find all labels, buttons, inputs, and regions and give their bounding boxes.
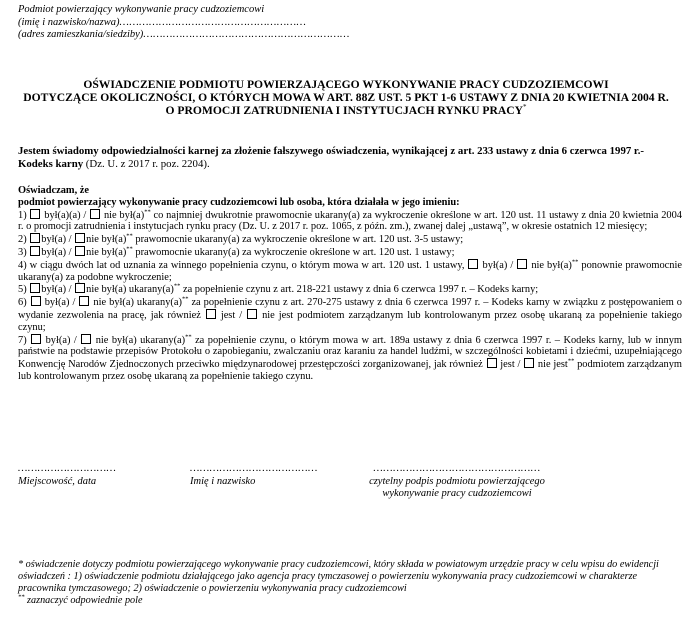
checkbox-item-6-is[interactable] (206, 309, 216, 319)
footnote-1-text: oświadczenie dotyczy podmiotu powierzającego wykonywanie pracy cudzoziemcowi, który składa w powiatowym urzędzie pracy w celu wpisu do ewidencji oświadczeń : 1) oświadczenie podmiotu działającego jako agencja pracy tymczasowej o powierzeniu wykonywania pracy cudzoziemcowi w charakterze pracownika tymczasowego; 2) oświadczenie o powierzeniu wykonywania pracy cudzoziemcowi (18, 559, 659, 594)
applicant-header (18, 4, 350, 42)
header-line-2 (18, 17, 350, 30)
checkbox-item-6-was-not[interactable] (79, 296, 89, 306)
checkbox-item-7-was[interactable] (31, 334, 41, 344)
item-1-text: co najmniej dwukrotnie prawomocnie ukarany(a) za wykroczenie określone w art. 120 ust. 11 ustawy z dnia 20 kwietnia 2004 r. o promocji zatrudnienia i instytucjach rynku pracy (Dz. U. z 2017 r. poz. 1065, z późn. zm.), zwanej dalej „ustawą”, w okresie ostatnich 12 miesięcy; (18, 209, 682, 233)
footnote-2-mark: ** (18, 593, 25, 601)
checkbox-item-6-was[interactable] (31, 296, 41, 306)
item-7-text-a: za popełnienie czynu, o którym mowa w art. 189a ustawy z dnia 6 czerwca 1997 r. – Kodeks karny, lub w innym państwie na podstawie przepisów Protokołu o zapobieganiu, zwalczaniu oraz karaniu za handel ludźmi, w szczególności kobietami i dziećmi, uzupełniającego Konwencję Narodów Zjednoczonych przeciwko międzynarodowej przestępczości zorganizowanej, jak również (18, 334, 682, 371)
checkbox-item-4-was-not[interactable] (517, 259, 527, 269)
place-date-label: Miejscowość, data (18, 475, 97, 487)
address-label: (adres zamieszkania/siedziby) (18, 29, 144, 40)
footnote-mark: ** (567, 357, 575, 365)
option-was: był(a) (41, 284, 67, 296)
footnote-mark: ** (185, 333, 192, 341)
checkbox-item-3-was-not[interactable] (75, 246, 85, 256)
item-2-text: prawomocnie ukarany(a) za wykroczenie określone w art. 120 ust. 3-5 ustawy; (132, 234, 464, 246)
declaration-item-7: 7) był(a) / nie był(a) ukarany(a)** za popełnienie czynu, o którym mowa w art. 189a ustawy z dnia 6 czerwca 1997 r. – Kodeks karny, lub w innym państwie na podstawie przepisów Protokołu o zapobieganiu, zwalczaniu oraz karaniu za handel ludźmi, w szczególności kobietami i dziećmi, uzupełniającego Konwencję Narodów Zjednoczonych przeciwko międzynarodowej przestępczości zorganizowanej, jak również jest / nie jest** podmiotem zarządzanym lub kontrolowanym przez osobę ukaraną za popełnienie takiego czynu. (18, 333, 682, 382)
item-number: 6) (18, 297, 30, 309)
place-date-field[interactable]: ………………………… (18, 463, 117, 474)
footnote-mark: ** (571, 258, 579, 266)
checkbox-item-1-was[interactable] (30, 209, 40, 219)
footnote-mark: ** (144, 208, 151, 216)
item-3-text: prawomocnie ukarany(a) za wykroczenie określone w art. 120 ust. 1 ustawy; (132, 246, 455, 258)
option-was: był(a) (45, 334, 71, 346)
item-number: 2) (18, 234, 30, 246)
title-line-3 (0, 104, 692, 117)
declaration-item-2: 2) był(a) / nie był(a)** prawomocnie ukarany(a) za wykroczenie określone w art. 120 ust. 3-5 ustawy; (18, 232, 464, 246)
name-label: (imię i nazwisko/nazwa) (18, 16, 120, 28)
option-was: był(a) (44, 209, 70, 221)
option-is: jest (220, 309, 236, 321)
checkbox-item-2-was-not[interactable] (75, 233, 85, 243)
document-title (0, 78, 692, 117)
option-was-not-punished: nie był(a) ukarany(a) (93, 297, 182, 309)
item-6-text-a: za popełnienie czynu z art. 270-275 ustawy z dnia 6 czerwca 1997 r. – Kodeks karny w związku z postępowaniem o wydanie zezwolenia na pracę, jak również (18, 297, 682, 321)
title-line-1: OŚWIADCZENIE PODMIOTU POWIERZAJĄCEGO WYKONYWANIE PRACY CUDZOZIEMCOWI (83, 78, 609, 91)
declaration-item-5: 5) był(a) / nie był(a) ukarany(a)** za popełnienie czynu z art. 218-221 ustawy z dnia 6 czerwca 1997 r. – Kodeks karny; (18, 282, 539, 296)
address-field-dots[interactable]: ……………………………………………………… (143, 29, 350, 40)
declaration (18, 185, 682, 383)
name-field-dots[interactable]: ………………………………………………… (119, 16, 307, 28)
statement-citation: (Dz. U. z 2017 r. poz. 2204). (83, 158, 210, 170)
liability-statement (18, 145, 678, 171)
checkbox-item-6-is-not[interactable] (247, 309, 257, 319)
item-5-text: za popełnienie czynu z art. 218-221 ustawy z dnia 6 czerwca 1997 r. – Kodeks karny; (180, 284, 539, 296)
item-number: 3) (18, 246, 30, 258)
signature-label-1: czytelny podpis podmiotu powierzającego (369, 475, 545, 487)
checkbox-item-7-was-not[interactable] (81, 334, 91, 344)
signature-name (190, 463, 318, 488)
signature-sign (352, 463, 562, 501)
option-was-not: nie był(a) (531, 259, 572, 271)
declaration-item-4: 4) w ciągu dwóch lat od uznania za winnego popełnienia czynu, o którym mowa w art. 120 ust. 1 ustawy, był(a) / nie był(a)** ponownie prawomocnie ukarany(a) za podobne wykroczenie; (18, 258, 682, 283)
header-line-3 (18, 29, 350, 42)
option-is-not: nie jest (537, 359, 568, 371)
option-was: był(a) (41, 246, 67, 258)
option-is-not: nie jest (262, 309, 294, 321)
footnotes (18, 559, 680, 607)
checkbox-item-1-was-not[interactable] (90, 209, 100, 219)
declaration-item-6: 6) był(a) / nie był(a) ukarany(a)** za popełnienie czynu z art. 270-275 ustawy z dnia 6 czerwca 1997 r. – Kodeks karny w związku z postępowaniem o wydanie zezwolenia na pracę, jak również jest / nie jest podmiotem zarządzanym lub kontrolowanym przez osobę ukaraną za popełnienie takiego czynu; (18, 295, 683, 333)
signature-place-date (18, 463, 116, 488)
option-was-not: nie był(a) (103, 209, 145, 221)
checkbox-item-5-was-not[interactable] (75, 283, 85, 293)
footnote-2-text: zaznaczyć odpowiednie pole (24, 595, 143, 606)
option-is: jest (500, 359, 515, 371)
item-number: 1) (18, 209, 30, 221)
footnote-2 (18, 595, 680, 607)
name-label: Imię i nazwisko (190, 475, 256, 487)
title-line-2: DOTYCZĄCE OKOLICZNOŚCI, O KTÓRYCH MOWA W ART. 88Z UST. 5 PKT 1-6 USTAWY Z DNIA 20 KWIETNIA 2004 R. (23, 91, 669, 104)
footnote-1-mark: * (18, 559, 26, 570)
option-was: był(a) (41, 234, 67, 246)
checkbox-item-7-is-not[interactable] (524, 358, 534, 368)
option-was: był(a) (482, 259, 508, 271)
header-line-1: Podmiot powierzający wykonywanie pracy cudzoziemcowi (18, 4, 265, 15)
checkbox-item-2-was[interactable] (30, 233, 40, 243)
footnote-mark: ** (126, 232, 133, 240)
checkbox-item-7-is[interactable] (487, 358, 497, 368)
footnote-1 (18, 559, 680, 595)
signature-field[interactable]: …………………………………………… (373, 463, 541, 474)
option-was: był(a) (44, 297, 70, 309)
declaration-intro-2: podmiot powierzający wykonywanie pracy cudzoziemcowi lub osoba, która działała w jego imieniu: (18, 196, 460, 208)
declaration-item-1: 1) był(a)(a) / nie był(a)** co najmniej dwukrotnie prawomocnie ukarany(a) za wykroczenie określone w art. 120 ust. 11 ustawy z dnia 20 kwietnia 2004 r. o promocji zatrudnienia i instytucjach rynku pracy (Dz. U. z 2017 r. poz. 1065, z późn. zm.), zwanej dalej „ustawą”, w okresie ostatnich 12 miesięcy; (18, 208, 682, 233)
checkbox-item-4-was[interactable] (468, 259, 478, 269)
option-was-not: nie był(a) (86, 234, 127, 246)
footnote-mark: ** (126, 245, 133, 253)
signature-label-2: wykonywanie pracy cudzoziemcowi (382, 488, 532, 499)
name-field[interactable]: ………………………………… (190, 463, 318, 474)
footnote-mark: ** (181, 295, 189, 303)
footnote-mark: ** (173, 282, 181, 290)
checkbox-item-5-was[interactable] (30, 283, 40, 293)
option-was-not-punished: nie był(a) ukarany(a) (86, 284, 174, 296)
item-4-text-a: 4) w ciągu dwóch lat od uznania za winnego popełnienia czynu, o którym mowa w art. 120 ust. 1 ustawy, (18, 259, 468, 271)
item-7-text-b: podmiotem zarządzanym lub kontrolowanym przez osobę ukaraną za popełnienie takiego czynu. (18, 359, 682, 382)
declaration-intro-1: Oświadczam, że (18, 185, 89, 196)
option-was-not-punished: nie był(a) ukarany(a) (95, 334, 186, 346)
title-footnote-mark: * (523, 103, 527, 112)
checkbox-item-3-was[interactable] (30, 246, 40, 256)
title-line-3-text: O PROMOCJI ZATRUDNIENIA I INSTYTUCJACH RYNKU PRACY (165, 104, 523, 117)
item-4-text-b: ponownie prawomocnie ukarany(a) za podobne wykroczenie; (18, 259, 682, 283)
option-was-not: nie był(a) (86, 246, 127, 258)
item-6-text-b: podmiotem zarządzanym lub kontrolowanym przez osobę ukaraną za popełnienie takiego czynu; (18, 309, 683, 333)
item-number: 7) (18, 334, 31, 346)
declaration-item-3: 3) był(a) / nie był(a)** prawomocnie ukarany(a) za wykroczenie określone w art. 120 ust. 1 ustawy; (18, 245, 455, 258)
statement-bold: Jestem świadomy odpowiedzialności karnej za złożenie fałszywego oświadczenia, wynikającej z art. 233 ustawy z dnia 6 czerwca 1997 r.- Kodeks karny (18, 145, 645, 170)
item-number: 5) (18, 284, 30, 296)
